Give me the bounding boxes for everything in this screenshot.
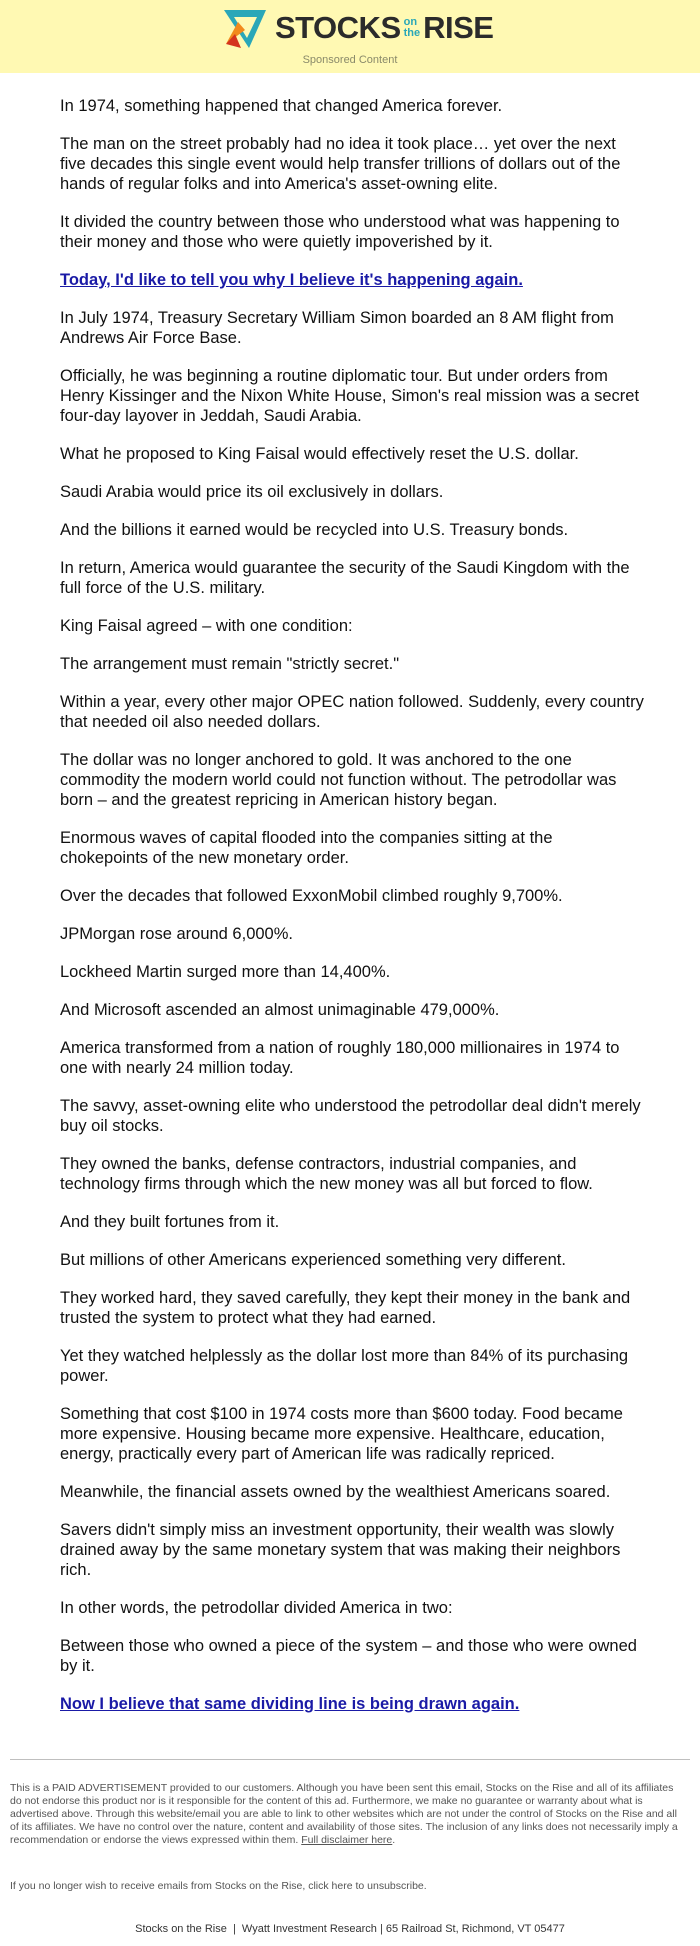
paragraph: Over the decades that followed ExxonMobil climbed roughly 9,700%. bbox=[60, 887, 563, 905]
paragraph: And Microsoft ascended an almost unimaginable 479,000%. bbox=[60, 1001, 500, 1019]
paragraph: The arrangement must remain "strictly secret." bbox=[60, 655, 400, 673]
paragraph: America transformed from a nation of roughly 180,000 millionaires in 1974 to one with nearly 24 million today. bbox=[60, 1039, 620, 1077]
paragraph: The savvy, asset-owning elite who understood the petrodollar deal didn't merely buy oil stocks. bbox=[60, 1097, 641, 1135]
email-header bbox=[0, 0, 700, 73]
stocks-on-the-rise-logo-icon bbox=[221, 4, 269, 52]
paragraph-link bbox=[60, 270, 645, 290]
paragraph: Within a year, every other major OPEC nation followed. Suddenly, every country that needed oil also needed dollars. bbox=[60, 693, 644, 731]
paragraph: It divided the country between those who understood what was happening to their money and those who were quietly impoverished by it. bbox=[60, 213, 620, 251]
paragraph-link bbox=[60, 1694, 645, 1714]
paragraph: Savers didn't simply miss an investment opportunity, their wealth was slowly drained away by the same monetary system that was making their neighbors rich. bbox=[60, 1521, 621, 1579]
paragraph: Enormous waves of capital flooded into the companies sitting at the chokepoints of the new monetary order. bbox=[60, 829, 553, 867]
brand-on: on bbox=[403, 16, 418, 28]
cta-link-bottom[interactable]: Now I believe that same dividing line is being drawn again. bbox=[60, 1695, 520, 1713]
paragraph: Lockheed Martin surged more than 14,400%. bbox=[60, 963, 391, 981]
paragraph: Meanwhile, the financial assets owned by the wealthiest Americans soared. bbox=[60, 1483, 611, 1501]
unsubscribe-link[interactable]: If you no longer wish to receive emails from Stocks on the Rise, click here to unsubscribe. bbox=[10, 1880, 427, 1892]
paragraph: The dollar was no longer anchored to gold. It was anchored to the one commodity the modern world could not function without. The petrodollar was born – and the greatest repricing in American history began. bbox=[60, 751, 617, 809]
full-disclaimer-link[interactable]: Full disclaimer here bbox=[301, 1834, 393, 1846]
sponsored-label: Sponsored Content bbox=[302, 54, 398, 66]
paragraph: In other words, the petrodollar divided America in two: bbox=[60, 1599, 453, 1617]
paragraph: The man on the street probably had no idea it took place… yet over the next five decades this single event would help transfer trillions of dollars out of the hands of regular folks and into America's asset-owning elite. bbox=[60, 135, 621, 193]
brand-the: the bbox=[403, 27, 421, 39]
paragraph: But millions of other Americans experienced something very different. bbox=[60, 1251, 566, 1269]
disclaimer: This is a PAID ADVERTISEMENT provided to our customers. Although you have been sent this email, Stocks on the Rise and all of its affiliates do not endorse this product nor is it responsible for the content of this ad. Furthermore, we make no guarantee or warranty about what is advertised above. Through this website/email you are able to link to other websites which are not under the control of Stocks on the Rise and all of its affiliates. We have no control over the nature, content and availability of those sites. The inclusion of any links does not necessarily imply a recommendation or endorse the views expressed within them. Full disclaimer here. bbox=[10, 1782, 678, 1846]
brand-rise: RISE bbox=[423, 10, 494, 45]
article-body bbox=[60, 96, 645, 1714]
paragraph: In return, America would guarantee the security of the Saudi Kingdom with the full force of the U.S. military. bbox=[60, 559, 630, 597]
paragraph: Yet they watched helplessly as the dollar lost more than 84% of its purchasing power. bbox=[60, 1347, 629, 1385]
paragraph: What he proposed to King Faisal would effectively reset the U.S. dollar. bbox=[60, 445, 579, 463]
paragraph: Officially, he was beginning a routine diplomatic tour. But under orders from Henry Kissinger and the Nixon White House, Simon's real mission was a secret four-day layover in Jeddah, Saudi Arabia. bbox=[60, 367, 640, 425]
paragraph: And the billions it earned would be recycled into U.S. Treasury bonds. bbox=[60, 521, 569, 539]
footer-divider bbox=[10, 1759, 690, 1760]
paragraph: Between those who owned a piece of the system – and those who were owned by it. bbox=[60, 1637, 637, 1675]
paragraph: JPMorgan rose around 6,000%. bbox=[60, 925, 293, 943]
paragraph: Saudi Arabia would price its oil exclusively in dollars. bbox=[60, 483, 444, 501]
paragraph: Something that cost $100 in 1974 costs more than $600 today. Food became more expensive. Housing became more expensive. Healthcare, education, energy, practically every part of American life was radically repriced. bbox=[60, 1405, 623, 1463]
brand-logo[interactable] bbox=[221, 4, 493, 52]
brand-wordmark bbox=[275, 10, 493, 46]
footer-address: Stocks on the Rise | Wyatt Investment Research | 65 Railroad St, Richmond, VT 05477 bbox=[135, 1923, 565, 1935]
brand-stocks: STOCKS bbox=[275, 10, 401, 45]
cta-link-top[interactable]: Today, I'd like to tell you why I believe it's happening again. bbox=[60, 271, 523, 289]
paragraph: They worked hard, they saved carefully, they kept their money in the bank and trusted the system to protect what they had earned. bbox=[60, 1289, 631, 1327]
paragraph: In July 1974, Treasury Secretary William Simon boarded an 8 AM flight from Andrews Air Force Base. bbox=[60, 309, 614, 347]
paragraph: In 1974, something happened that changed America forever. bbox=[60, 97, 503, 115]
paragraph: King Faisal agreed – with one condition: bbox=[60, 617, 353, 635]
paragraph: And they built fortunes from it. bbox=[60, 1213, 280, 1231]
paragraph: They owned the banks, defense contractors, industrial companies, and technology firms through which the new money was all but forced to flow. bbox=[60, 1155, 593, 1193]
brand-on-the bbox=[404, 17, 421, 39]
disclaimer-text: This is a PAID ADVERTISEMENT provided to our customers. Although you have been sent this email, Stocks on the Rise and all of its affiliates do not endorse this product nor is it responsible for the content of this ad. Furthermore, we make no guarantee or warranty about what is advertised above. Through this website/email you are able to link to other websites which are not under the control of Stocks on the Rise and all of its affiliates. We have no control over the nature, content and availability of those sites. The inclusion of any links does not necessarily imply a recommendation or endorse the views expressed within them. bbox=[10, 1782, 678, 1846]
